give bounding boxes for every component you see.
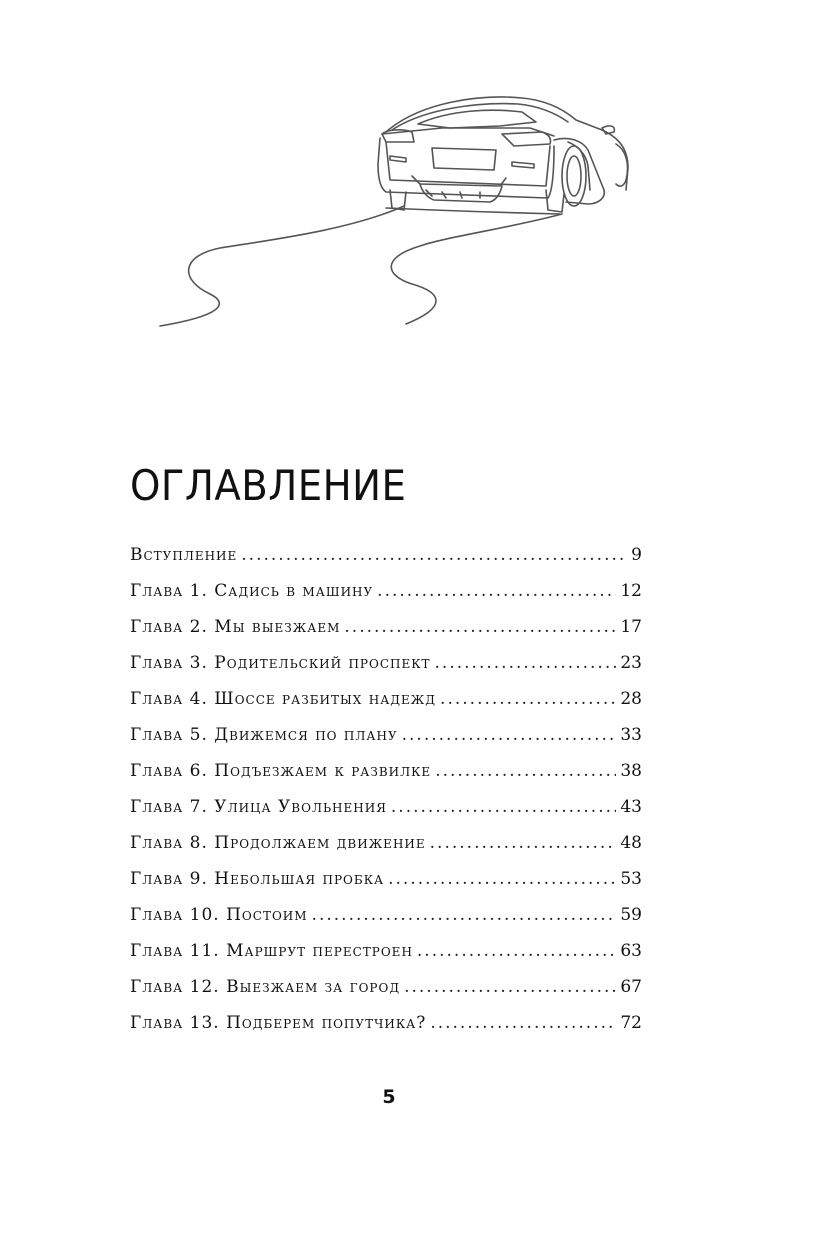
- toc-dot-leader: [430, 825, 617, 861]
- toc-entry-page: 23: [620, 653, 642, 673]
- toc-entry[interactable]: [130, 753, 642, 789]
- toc-entry-page: 53: [620, 869, 642, 889]
- toc-entry-label: Вступление: [130, 545, 238, 565]
- toc-dot-leader: [312, 897, 617, 933]
- toc-entry-label: Глава 1. Садись в машину: [130, 581, 374, 601]
- toc-dot-leader: [417, 933, 616, 969]
- toc-entry[interactable]: [130, 825, 642, 861]
- toc-entry[interactable]: [130, 537, 642, 573]
- toc-entry-label: Глава 6. Подъезжаем к развилке: [130, 761, 432, 781]
- car-on-road-icon: [150, 80, 650, 330]
- toc-entry-page: 12: [620, 581, 642, 601]
- toc-dot-leader: [377, 573, 616, 609]
- toc-entry-page: 43: [620, 797, 642, 817]
- toc-entry[interactable]: [130, 573, 642, 609]
- toc-entry-label: Глава 4. Шоссе разбитых надежд: [130, 689, 437, 709]
- toc-entry-label: Глава 7. Улица Увольнения: [130, 797, 387, 817]
- toc-entry-label: Глава 5. Движемся по плану: [130, 725, 398, 745]
- toc-dot-leader: [435, 753, 616, 789]
- toc-entry-page: 63: [620, 941, 642, 961]
- toc-dot-leader: [402, 717, 617, 753]
- toc-entry-label: Глава 13. Подберем попутчика?: [130, 1013, 427, 1033]
- toc-entry[interactable]: [130, 897, 642, 933]
- toc-entry-page: 72: [620, 1013, 642, 1033]
- toc-entry-page: 17: [620, 617, 642, 637]
- toc-entry[interactable]: [130, 681, 642, 717]
- page-number: 5: [382, 1086, 396, 1108]
- toc-entry-page: 9: [631, 545, 642, 565]
- page-title: ОГЛАВЛЕНИЕ: [130, 461, 407, 510]
- toc-entry-label: Глава 2. Мы выезжаем: [130, 617, 341, 637]
- toc-entry-label: Глава 12. Выезжаем за город: [130, 977, 401, 997]
- toc-dot-leader: [344, 609, 616, 645]
- toc-entry-page: 59: [620, 905, 642, 925]
- toc-dot-leader: [388, 861, 616, 897]
- toc-entry[interactable]: [130, 969, 642, 1005]
- toc-dot-leader: [391, 789, 616, 825]
- toc-entry-page: 67: [620, 977, 642, 997]
- toc-entry[interactable]: [130, 861, 642, 897]
- toc-entry-page: 28: [620, 689, 642, 709]
- toc-entry[interactable]: [130, 645, 642, 681]
- car-illustration: [150, 80, 650, 330]
- toc-entry-label: Глава 11. Маршрут перестроен: [130, 941, 413, 961]
- toc-entry[interactable]: [130, 609, 642, 645]
- toc-dot-leader: [404, 969, 616, 1005]
- toc-dot-leader: [241, 537, 624, 573]
- toc-entry-page: 33: [620, 725, 642, 745]
- toc-entry[interactable]: [130, 717, 642, 753]
- toc-entry-page: 38: [620, 761, 642, 781]
- toc-entry-label: Глава 3. Родительский проспект: [130, 653, 431, 673]
- toc-dot-leader: [430, 1005, 616, 1041]
- toc-entry[interactable]: [130, 789, 642, 825]
- toc-entry-label: Глава 9. Небольшая пробка: [130, 869, 385, 889]
- toc-entry[interactable]: [130, 1005, 642, 1041]
- toc-dot-leader: [440, 681, 616, 717]
- toc-entry-page: 48: [620, 833, 642, 853]
- toc-dot-leader: [435, 645, 617, 681]
- toc-entry[interactable]: [130, 933, 642, 969]
- table-of-contents: [130, 537, 642, 1041]
- toc-entry-label: Глава 10. Постоим: [130, 905, 308, 925]
- toc-entry-label: Глава 8. Продолжаем движение: [130, 833, 426, 853]
